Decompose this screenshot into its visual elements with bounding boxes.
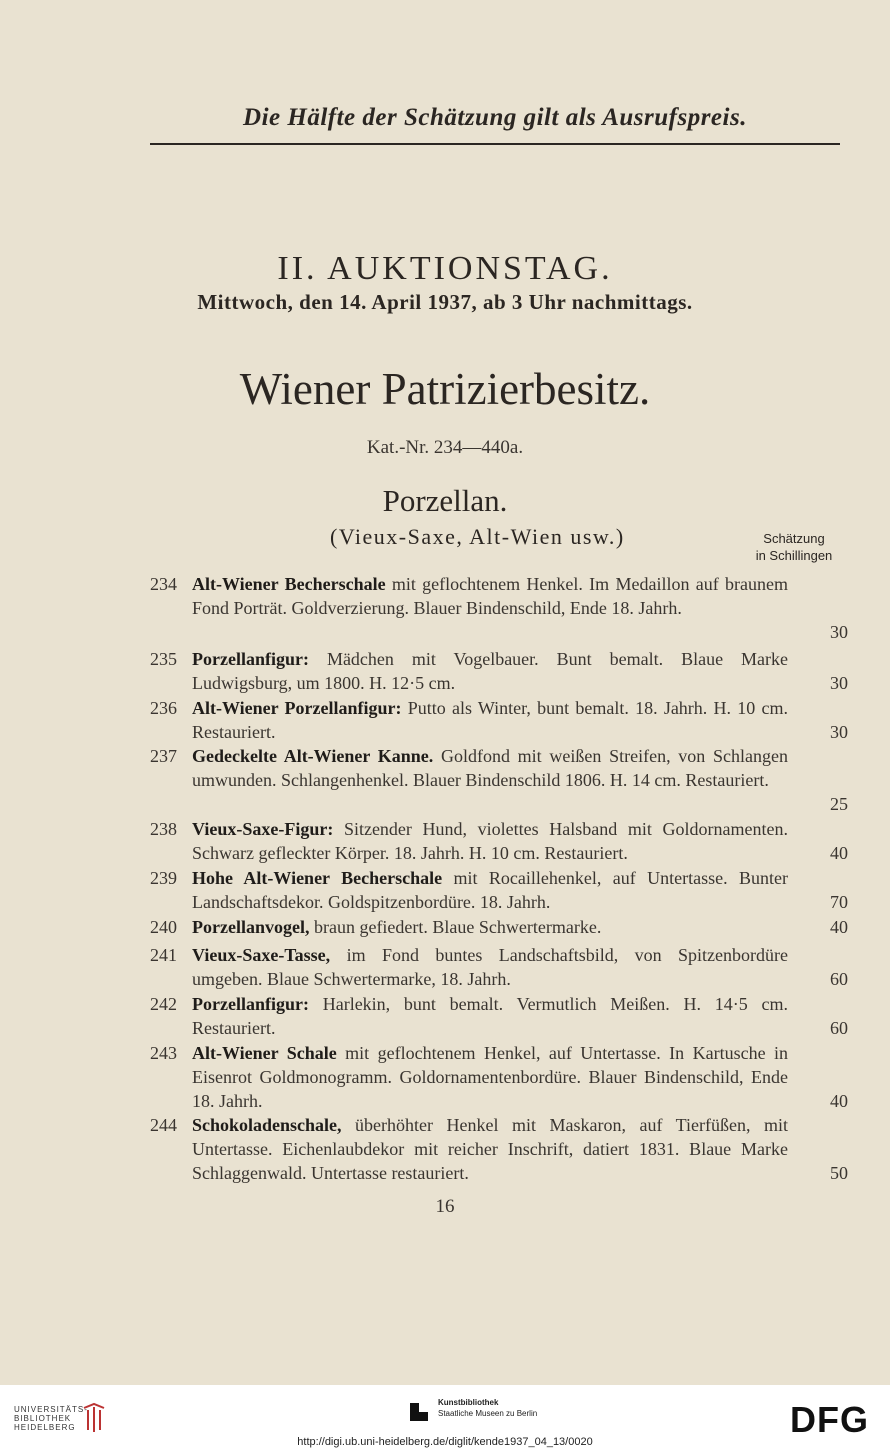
entry-title: Alt-Wiener Becherschale	[192, 574, 386, 594]
entry-number: 237	[150, 746, 177, 766]
estimate-column-header	[740, 530, 848, 564]
uni-line-1: UNIVERSITÄTS-	[14, 1405, 88, 1414]
entry-title: Porzellanvogel,	[192, 917, 310, 937]
entry-title: Alt-Wiener Schale	[192, 1043, 337, 1063]
kb-line-2: Staatliche Museen zu Berlin	[438, 1409, 538, 1418]
entry-description	[192, 1041, 788, 1113]
entry-text: Harlekin, bunt bemalt. Vermutlich Meißen. H. 14·5 cm. Restauriert.	[192, 994, 788, 1038]
entry-number: 240	[150, 917, 177, 937]
entry-number: 241	[150, 945, 177, 965]
entry-title: Porzellanfigur:	[192, 649, 309, 669]
source-url[interactable]: http://digi.ub.uni-heidelberg.de/diglit/kende1937_04_13/0020	[297, 1436, 593, 1448]
entry-title: Hohe Alt-Wiener Becherschale	[192, 868, 443, 888]
entry-estimate: 30	[830, 622, 848, 642]
entry-text: braun gefiedert. Blaue Schwertermarke.	[309, 917, 602, 937]
entry-description	[192, 696, 788, 744]
entry-number: 239	[150, 868, 177, 888]
motto-rule	[150, 143, 840, 145]
entry-title: Porzellanfigur:	[192, 994, 309, 1014]
entry-text: Sitzender Hund, violettes Halsband mit Goldornamenten. Schwarz gefleckter Körper. 18. Jahrh. H. 10 cm. Restauriert.	[192, 819, 788, 863]
entry-description	[192, 572, 788, 620]
uni-line-3: HEIDELBERG	[14, 1423, 76, 1432]
entry-number: 243	[150, 1043, 177, 1063]
entry-title: Vieux-Saxe-Figur:	[192, 819, 334, 839]
entry-estimate: 40	[830, 1091, 848, 1111]
entry-estimate: 50	[830, 1163, 848, 1183]
entry-estimate: 60	[830, 1018, 848, 1038]
university-library-text	[14, 1405, 88, 1432]
entry-description	[192, 866, 788, 914]
kunstbibliothek-text	[438, 1397, 537, 1419]
entry-description	[192, 817, 788, 865]
entry-title: Schokoladenschale,	[192, 1115, 342, 1135]
entry-text: überhöhter Henkel mit Maskaron, auf Tierfüßen, mit Untertasse. Eichenlaubdekor mit reicher Inschrift, datiert 1831. Blaue Marke Schlaggenwald. Untertasse restauriert.	[192, 1115, 788, 1183]
entry-estimate: 60	[830, 969, 848, 989]
entry-estimate: 70	[830, 892, 848, 912]
entry-estimate: 40	[830, 917, 848, 937]
catalog-range: Kat.-Nr. 234—440a.	[366, 437, 524, 458]
entry-number: 244	[150, 1115, 177, 1135]
entry-text: mit Rocaillehenkel, auf Untertasse. Bunter Landschaftsdekor. Goldspitzenbordüre. 18. Jahrh.	[192, 868, 788, 912]
entry-description	[192, 915, 788, 939]
section-subtitle: (Vieux-Saxe, Alt-Wien usw.)	[330, 524, 625, 549]
entry-title: Gedeckelte Alt-Wiener Kanne.	[192, 746, 434, 766]
entry-text: Putto als Winter, bunt bemalt. 18. Jahrh. H. 10 cm. Restauriert.	[192, 698, 788, 742]
estimate-head-line1: Schätzung	[763, 531, 825, 546]
entry-number: 238	[150, 819, 177, 839]
entry-description	[192, 992, 788, 1040]
page-motto: Die Hälfte der Schätzung gilt als Ausrufspreis.	[243, 104, 747, 131]
entry-description	[192, 647, 788, 695]
entry-title: Vieux-Saxe-Tasse,	[192, 945, 331, 965]
uni-line-2: BIBLIOTHEK	[14, 1414, 72, 1423]
estimate-head-line2: in Schillingen	[755, 548, 833, 563]
kb-line-1: Kunstbibliothek	[438, 1398, 499, 1407]
entry-estimate: 30	[830, 722, 848, 742]
entry-description	[192, 1113, 788, 1185]
auction-date: Mittwoch, den 14. April 1937, ab 3 Uhr nachmittags.	[197, 290, 693, 314]
entry-estimate: 30	[830, 673, 848, 693]
entry-number: 236	[150, 698, 177, 718]
entry-number: 235	[150, 649, 177, 669]
entry-text: mit geflochtenem Henkel, auf Untertasse. In Kartusche in Eisenrot Goldmonogramm. Goldornamentenbordüre. Blauer Bindenschild, Ende 18. Jahrh.	[192, 1043, 788, 1111]
page-number: 16	[435, 1196, 455, 1217]
section-title: Porzellan.	[382, 483, 508, 518]
entry-text: Mädchen mit Vogelbauer. Bunt bemalt. Blaue Marke Ludwigsburg, um 1800. H. 12·5 cm.	[192, 649, 788, 693]
entry-description	[192, 744, 788, 792]
entry-text: mit geflochtenem Henkel. Im Medaillon auf braunem Fond Porträt. Goldverzierung. Blauer Bindenschild, Ende 18. Jahrh.	[192, 574, 788, 618]
kunstbibliothek-logo-icon	[408, 1401, 430, 1423]
auction-day-title: II. AUKTIONSTAG.	[277, 250, 613, 287]
entry-description	[192, 943, 788, 991]
dfg-logo: DFG	[790, 1399, 869, 1440]
entry-text: im Fond buntes Landschaftsbild, von Spitzenbordüre umgeben. Blaue Schwertermarke, 18. Jahrh.	[192, 945, 788, 989]
entry-estimate: 25	[830, 794, 848, 814]
university-logo-icon	[80, 1402, 108, 1434]
entry-number: 234	[150, 574, 177, 594]
entry-estimate: 40	[830, 843, 848, 863]
entry-text: Goldfond mit weißen Streifen, von Schlangen umwunden. Schlangenhenkel. Blauer Bindenschild 1806. H. 14 cm. Restauriert.	[192, 746, 788, 790]
entry-number: 242	[150, 994, 177, 1014]
entry-title: Alt-Wiener Porzellanfigur:	[192, 698, 402, 718]
digitization-footer	[0, 1385, 890, 1451]
collection-title: Wiener Patrizierbesitz.	[239, 364, 651, 414]
